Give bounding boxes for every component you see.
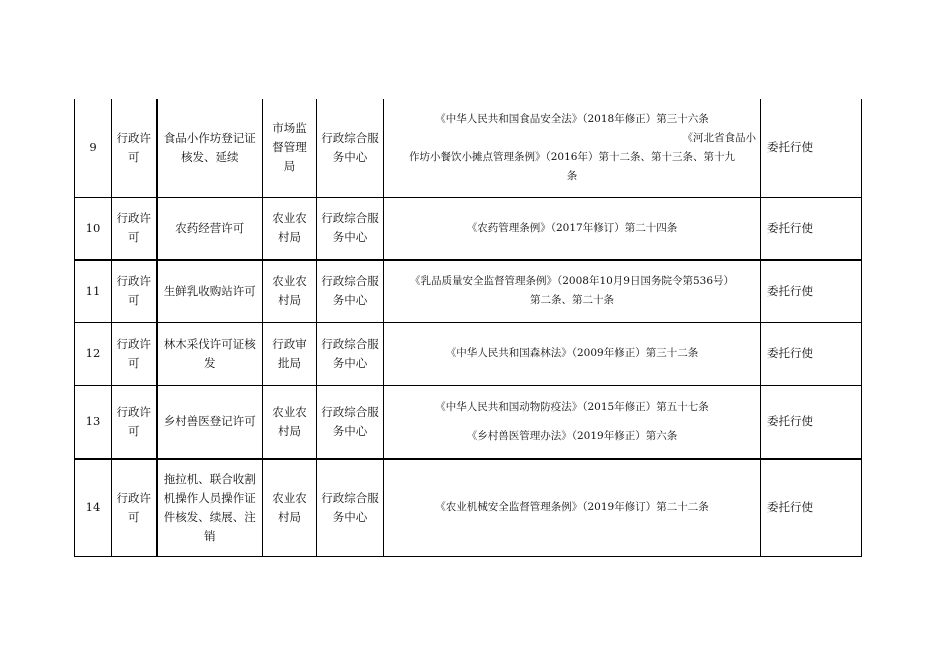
row-number: 10 bbox=[75, 197, 112, 260]
category-cell: 行政许可 bbox=[112, 322, 157, 385]
category-cell: 行政许可 bbox=[112, 99, 157, 197]
department-cell: 行政审批局 bbox=[263, 322, 317, 385]
item-cell: 生鲜乳收购站许可 bbox=[157, 260, 263, 322]
table-row bbox=[75, 385, 862, 459]
mode-cell: 委托行使 bbox=[761, 260, 862, 322]
item-cell: 乡村兽医登记许可 bbox=[157, 385, 263, 459]
item-cell: 林木采伐许可证核发 bbox=[157, 322, 263, 385]
executor-cell: 行政综合服务中心 bbox=[317, 385, 384, 459]
row-number: 9 bbox=[75, 99, 112, 197]
table-row bbox=[75, 260, 862, 322]
mode-cell: 委托行使 bbox=[761, 197, 862, 260]
mode-cell: 委托行使 bbox=[761, 385, 862, 459]
category-cell: 行政许可 bbox=[112, 197, 157, 260]
item-cell: 拖拉机、联合收割机操作人员操作证件核发、续展、注销 bbox=[157, 459, 263, 556]
row-number: 13 bbox=[75, 385, 112, 459]
department-cell: 农业农村局 bbox=[263, 459, 317, 556]
basis-line: 《农药管理条例》（2017年修订）第二十四条 bbox=[466, 221, 678, 234]
item-cell: 食品小作坊登记证核发、延续 bbox=[157, 99, 263, 197]
basis-line: 《中华人民共和国动物防疫法》（2015年修正）第五十七条 bbox=[435, 400, 709, 413]
basis-cell bbox=[384, 459, 761, 556]
row-number: 14 bbox=[75, 459, 112, 556]
basis-line: 条 bbox=[566, 169, 578, 182]
executor-cell: 行政综合服务中心 bbox=[317, 322, 384, 385]
row-number: 12 bbox=[75, 322, 112, 385]
department-cell: 农业农村局 bbox=[263, 197, 317, 260]
basis-line: 第二条、第二十条 bbox=[530, 294, 614, 307]
item-cell: 农药经营许可 bbox=[157, 197, 263, 260]
basis-line: 《乳品质量安全监督管理条例》（2008年10月9日国务院令第536号） bbox=[409, 275, 735, 288]
department-cell: 农业农村局 bbox=[263, 385, 317, 459]
table-body bbox=[75, 99, 862, 556]
table-row bbox=[75, 197, 862, 260]
basis-line: 《中华人民共和国食品安全法》（2018年修正）第三十六条 bbox=[435, 112, 709, 125]
basis-line: 《河北省食品小 bbox=[682, 131, 756, 144]
table-row bbox=[75, 459, 862, 556]
category-cell: 行政许可 bbox=[112, 385, 157, 459]
mode-cell: 委托行使 bbox=[761, 322, 862, 385]
executor-cell: 行政综合服务中心 bbox=[317, 99, 384, 197]
category-cell: 行政许可 bbox=[112, 260, 157, 322]
basis-line: 《中华人民共和国森林法》（2009年修正）第三十二条 bbox=[445, 347, 699, 359]
basis-cell bbox=[384, 260, 761, 322]
mode-cell: 委托行使 bbox=[761, 459, 862, 556]
department-cell: 农业农村局 bbox=[263, 260, 317, 322]
mode-cell: 委托行使 bbox=[761, 99, 862, 197]
table-row bbox=[75, 322, 862, 385]
permits-table bbox=[74, 99, 862, 557]
executor-cell: 行政综合服务中心 bbox=[317, 260, 384, 322]
category-cell: 行政许可 bbox=[112, 459, 157, 556]
basis-line: 《农业机械安全监督管理条例》（2019年修订）第二十二条 bbox=[435, 501, 709, 514]
basis-cell bbox=[384, 197, 761, 260]
basis-cell bbox=[384, 385, 761, 459]
basis-line: 《乡村兽医管理办法》（2019年修正）第六条 bbox=[466, 429, 678, 442]
basis-line: 作坊小餐饮小摊点管理条例》（2016年）第十二条、第十三条、第十九 bbox=[409, 150, 735, 163]
basis-cell bbox=[384, 99, 761, 197]
department-cell: 市场监督管理局 bbox=[263, 99, 317, 197]
table-row bbox=[75, 99, 862, 197]
executor-cell: 行政综合服务中心 bbox=[317, 459, 384, 556]
basis-cell bbox=[384, 322, 761, 385]
row-number: 11 bbox=[75, 260, 112, 322]
executor-cell: 行政综合服务中心 bbox=[317, 197, 384, 260]
